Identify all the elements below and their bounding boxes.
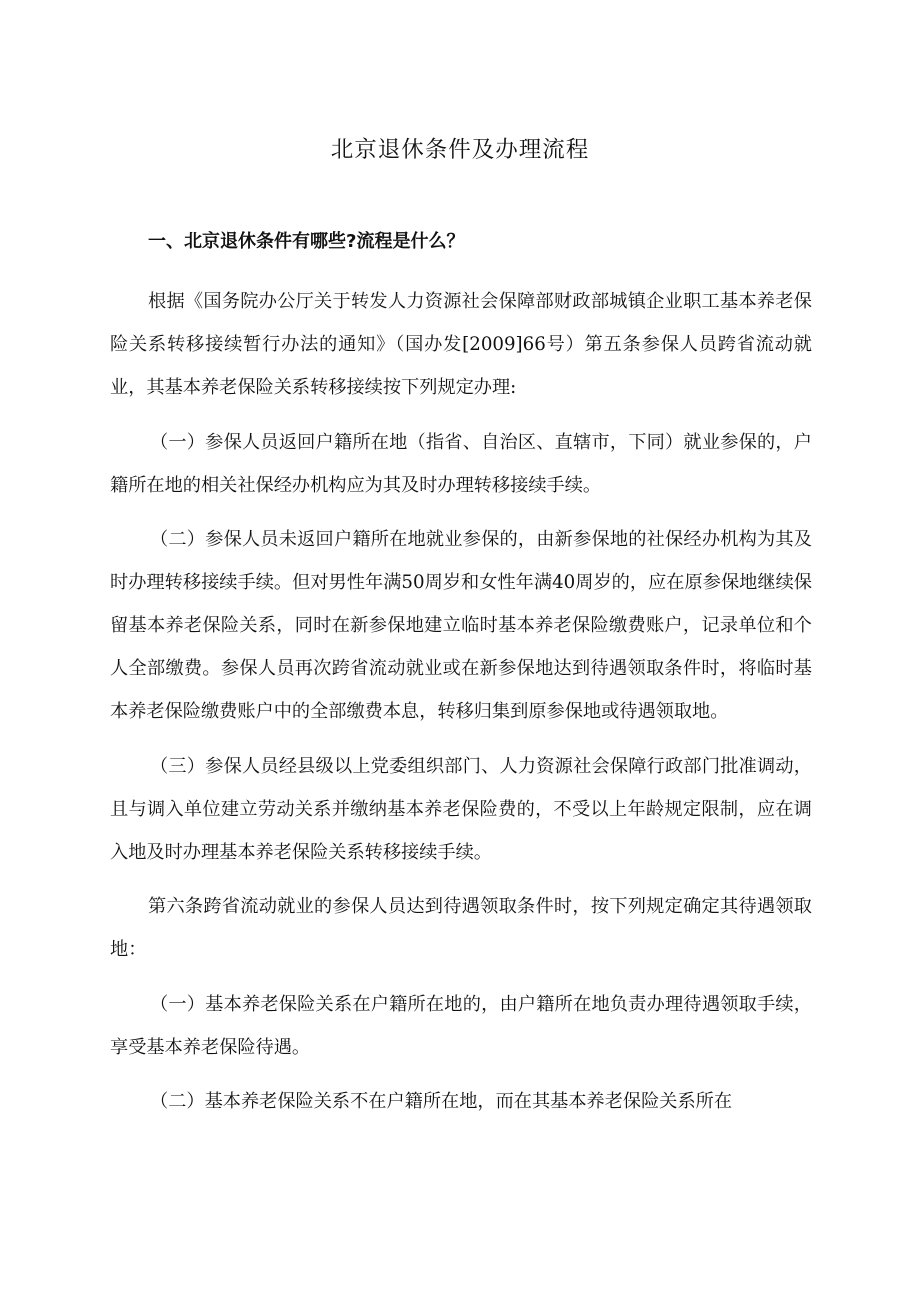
paragraph-7: （二）基本养老保险关系不在户籍所在地，而在其基本养老保险关系所在 [150, 1091, 733, 1112]
paragraph-2: （一）参保人员返回户籍所在地（指省、自治区、直辖市，下同）就业参保的，户籍所在地的相关社保经办机构应为其及时办理转移接续手续。 [110, 431, 812, 496]
document-body [110, 280, 812, 1135]
paragraph-6: （一）基本养老保险关系在户籍所在地的，由户籍所在地负责办理待遇领取手续，享受基本养老保险待遇。 [110, 993, 812, 1058]
paragraph-4: （三）参保人员经县级以上党委组织部门、人力资源社会保障行政部门批准调动，且与调入单位建立劳动关系并缴纳基本养老保险费的，不受以上年龄规定限制，应在调入地及时办理基本养老保险关系转移接续手续。 [110, 755, 812, 863]
section-heading: 一、北京退休条件有哪些?流程是什么？ [148, 231, 465, 252]
document-title: 北京退休条件及办理流程 [330, 137, 590, 163]
paragraph-1: 根据《国务院办公厅关于转发人力资源社会保障部财政部城镇企业职工基本养老保险关系转移接续暂行办法的通知》（国办发[2009]66号）第五条参保人员跨省流动就业，其基本养老保险关系转移接续按下列规定办理: [110, 291, 812, 398]
paragraph-3: （二）参保人员未返回户籍所在地就业参保的，由新参保地的社保经办机构为其及时办理转移接续手续。但对男性年满50周岁和女性年满40周岁的，应在原参保地继续保留基本养老保险关系，同时在新参保地建立临时基本养老保险缴费账户，记录单位和个人全部缴费。参保人员再次跨省流动就业或在新参保地达到待遇领取条件时，将临时基本养老保险缴费账户中的全部缴费本息，转移归集到原参保地或待遇领取地。 [110, 529, 812, 722]
paragraph-5: 第六条跨省流动就业的参保人员达到待遇领取条件时，按下列规定确定其待遇领取地： [110, 896, 812, 960]
